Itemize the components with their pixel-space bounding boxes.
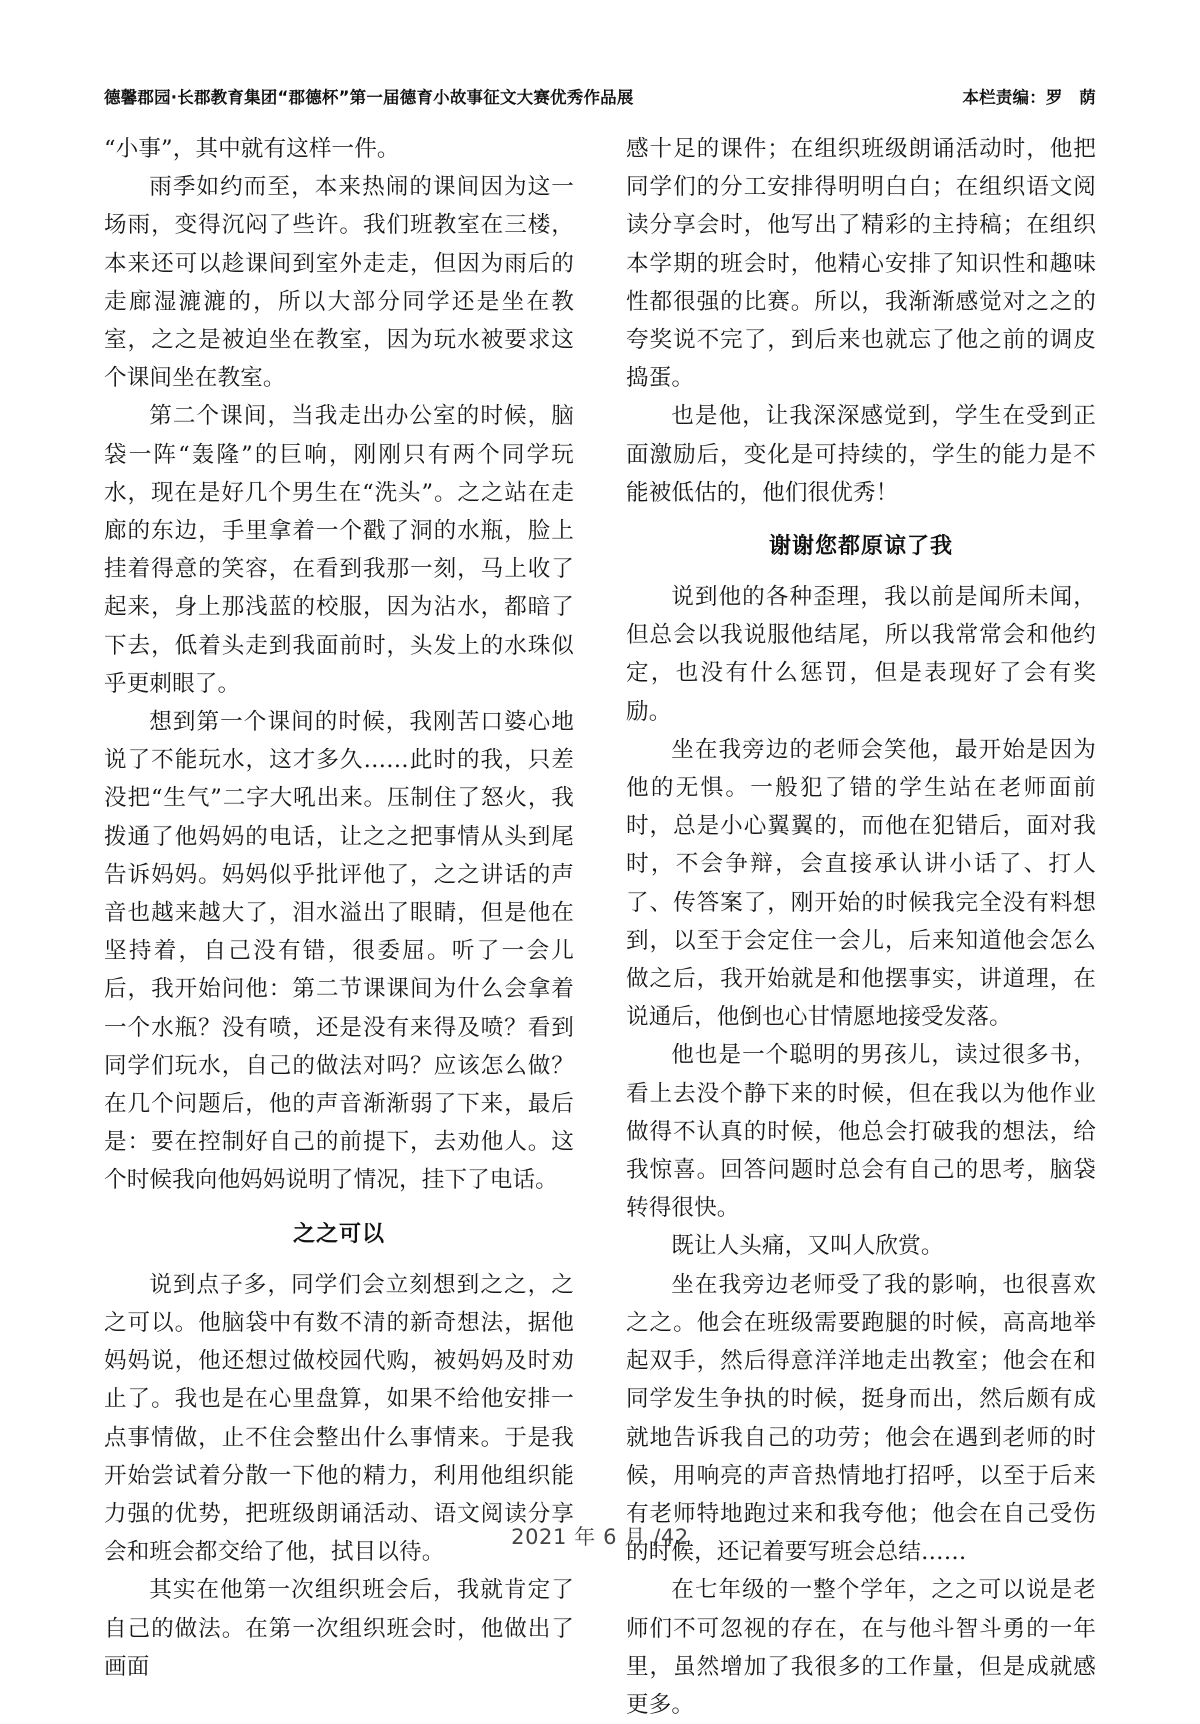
paragraph: 他也是一个聪明的男孩儿，读过很多书，看上去没个静下来的时候，但在我以为他作业做得不认真的时候，他总会打破我的想法，给我惊喜。回答问题时总会有自己的思考，脑袋转得很快。 <box>626 1042 1096 1222</box>
running-head <box>104 84 1096 114</box>
paragraph: 第二个课间，当我走出办公室的时候，脑袋一阵“轰隆”的巨响，刚刚只有两个同学玩水，现在是好几个男生在“洗头”。之之站在走廊的东边，手里拿着一个戳了洞的水瓶，脸上挂着得意的笑容，在看到我那一刻，马上收了起来，身上那浅蓝的校服，因为沾水，都暗了下去，低着头走到我面前时，头发上的水珠似乎更刺眼了。 <box>104 403 574 697</box>
paragraph: “小事”，其中就有这样一件。 <box>104 136 400 162</box>
paragraph: 说到他的各种歪理，我以前是闻所未闻，但总会以我说服他结尾，所以我常常会和他约定，也没有什么惩罚，但是表现好了会有奖励。 <box>626 584 1096 725</box>
page-footer <box>0 1521 1200 1551</box>
paragraph: 既让人头痛，又叫人欣赏。 <box>671 1233 944 1260</box>
paragraph: 说到点子多，同学们会立刻想到之之，之之可以。他脑袋中有数不清的新奇想法，据他妈妈说，他还想过做校园代购，被妈妈及时劝止了。我也是在心里盘算，如果不给他安排一点事情做，止不住会整出什么事情来。于是我开始尝试着分散一下他的精力，利用他组织能力强的优势，把班级朗诵活动、语文阅读分享会和班会都交给了他，拭目以待。 <box>104 1271 574 1566</box>
page-number: 2021 年 6 月 /42 <box>511 1525 689 1549</box>
paragraph: 坐在我旁边的老师会笑他，最开始是因为他的无惧。一般犯了错的学生站在老师面前时，总是小心翼翼的，而他在犯错后，面对我时，不会争辩，会直接承认讲小话了、打人了、传答案了，刚开始的时候我完全没有料想到，以至于会定住一会儿，后来知道他会怎么做之后，我开始就是和他摆事实，讲道理，在说通后，他倒也心甘情愿地接受发落。 <box>626 736 1096 1031</box>
paragraph: 也是他，让我深深感觉到，学生在受到正面激励后，变化是可持续的，学生的能力是不能被低估的，他们很优秀！ <box>626 403 1096 506</box>
paragraph: 坐在我旁边老师受了我的影响，也很喜欢之之。他会在班级需要跑腿的时候，高高地举起双手，然后得意洋洋地走出教室；他会在和同学发生争执的时候，挺身而出，然后颇有成就地告诉我自己的功劳；他会在遇到老师的时候，用响亮的声音热情地打招呼，以至于后来有老师特地跑过来和我夸他；他会在自己受伤的时候，还记着要写班会总结…… <box>626 1271 1096 1566</box>
paragraph: 在七年级的一整个学年，之之可以说是老师们不可忽视的存在，在与他斗智斗勇的一年里，虽然增加了我很多的工作量，但是成就感更多。 <box>626 1577 1096 1718</box>
right-column <box>626 130 1096 1718</box>
left-column <box>104 130 574 1680</box>
running-head-title: 德馨郡园·长郡教育集团“郡德杯”第一届德育小故事征文大赛优秀作品展 <box>104 88 634 107</box>
paragraph: 其实在他第一次组织班会后，我就肯定了自己的做法。在第一次组织班会时，他做出了画面 <box>104 1577 574 1680</box>
paragraph: 感十足的课件；在组织班级朗诵活动时，他把同学们的分工安排得明明白白；在组织语文阅读分享会时，他写出了精彩的主持稿；在组织本学期的班会时，他精心安排了知识性和趣味性都很强的比赛。所以，我渐渐感觉对之之的夸奖说不完了，到后来也就忘了他之前的调皮捣蛋。 <box>626 136 1096 392</box>
running-head-editor: 本栏责编：罗 荫 <box>962 88 1096 107</box>
section-title-zhizhi-keyi: 之之可以 <box>292 1221 385 1247</box>
paragraph: 雨季如约而至，本来热闹的课间因为这一场雨，变得沉闷了些许。我们班教室在三楼，本来还可以趁课间到室外走走，但因为雨后的走廊湿漉漉的，所以大部分同学还是坐在教室，之之是被迫坐在教室，因为玩水被要求这个课间坐在教室。 <box>104 174 574 392</box>
paragraph: 想到第一个课间的时候，我刚苦口婆心地说了不能玩水，这才多久……此时的我，只差没把“生气”二字大吼出来。压制住了怒火，我拨通了他妈妈的电话，让之之把事情从头到尾告诉妈妈。妈妈似乎批评他了，之之讲话的声音也越来越大了，泪水溢出了眼睛，但是他在坚持着，自己没有错，很委屈。听了一会儿后，我开始问他：第二节课课间为什么会拿着一个水瓶？没有喷，还是没有来得及喷？看到同学们玩水，自己的做法对吗？应该怎么做？在几个问题后，他的声音渐渐弱了下来，最后是：要在控制好自己的前提下，去劝他人。这个时候我向他妈妈说明了情况，挂下了电话。 <box>104 709 574 1194</box>
section-title-thank-you: 谢谢您都原谅了我 <box>768 534 953 560</box>
